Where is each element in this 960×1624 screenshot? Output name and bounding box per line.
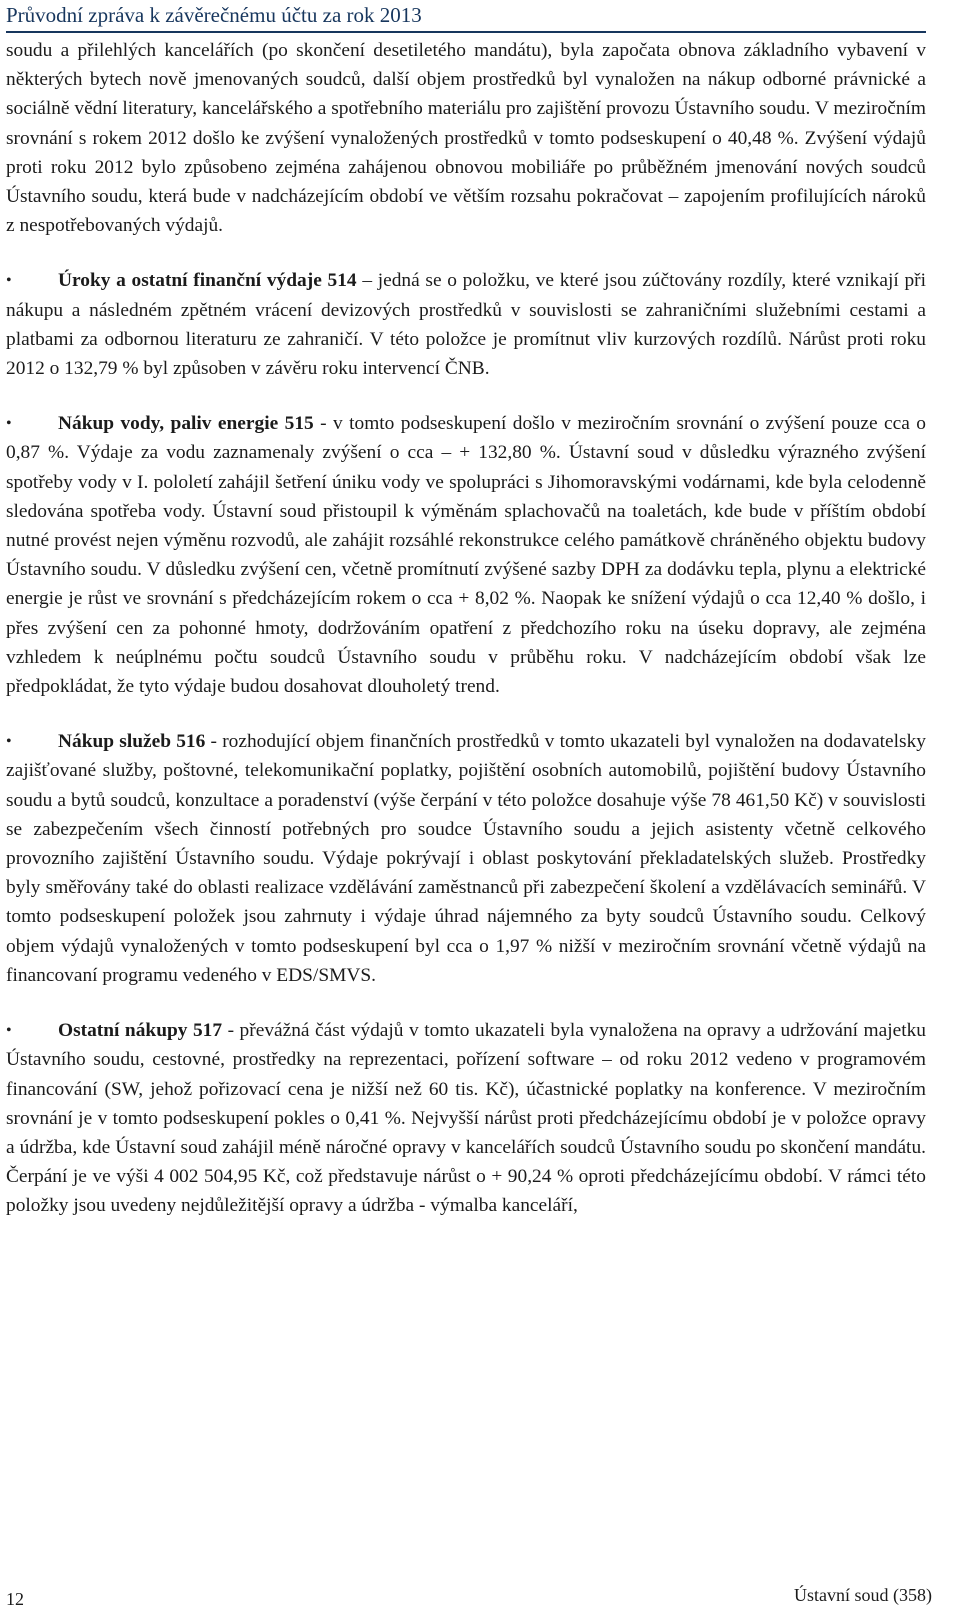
bullet-icon: • xyxy=(6,733,12,751)
intro-paragraph: soudu a přilehlých kancelářích (po skončení desetiletého mandátu), byla započata obnova základního vybavení v některých bytech nově jmenovaných soudců, další objem prostředků byl vynaložen na nákup odborné právnické a sociálně vědní literatury, kancelářského a spotřebního materiálu pro zajištění provozu Ústavního soudu. V meziročním srovnání s rokem 2012 došlo ke zvýšení vynaložených prostředků v tomto podseskupení o 40,48 %. Zvýšení výdajů proti roku 2012 bylo způsobeno zejména zahájenou obnovou mobiliáře po průběžném jmenování nových soudců Ústavního soudu, která bude v nadcházejícím období ve větším rozsahu pokračovat – zapojením profilujících nároků z nespotřebovaných výdajů. xyxy=(6,40,926,237)
page-header: Průvodní zpráva k závěrečnému účtu za rok 2013 xyxy=(6,2,926,33)
section-text: - rozhodující objem finančních prostředků v tomto ukazateli byl vynaložen na dodavatelsky zajišťované služby, poštovné, telekomunikační poplatky, pojištění osobních automobilů, pojištění budovy Ústavního soudu a bytů soudců, konzultace a poradenství (výše čerpání v této položce dosahuje výše 78 461,50 Kč) v souvislosti se zabezpečením všech činností potřebných pro soudce Ústavního soudu a jejich asistenty včetně celkového provozního zajištění Ústavního soudu. Výdaje pokrývají i oblast poskytování překladatelských služeb. Prostředky byly směřovány také do oblasti realizace vzdělávání zaměstnanců při zabezpečení školení a vzdělávacích seminářů. V tomto podseskupení položek jsou zahrnuty i výdaje úhrad nájemného za byty soudců Ústavního soudu. Celkový objem výdajů vynaložených v tomto podseskupení byl cca o 1,97 % nižší v meziročním srovnání včetně výdajů na financovaní programu vedeného v EDS/SMVS. xyxy=(6,731,926,986)
section-516 xyxy=(6,727,926,990)
section-title: Nákup služeb 516 xyxy=(58,731,206,753)
bullet-icon: • xyxy=(6,272,12,290)
section-title: Ostatní nákupy 517 xyxy=(58,1020,223,1042)
bullet-icon: • xyxy=(6,1022,12,1040)
section-text: - v tomto podseskupení došlo v meziročním srovnání o zvýšení pouze cca o 0,87 %. Výdaje za vodu zaznamenaly zvýšení o cca – + 132,80 %. Ústavní soud v důsledku výrazného zvýšení spotřeby vody v I. pololetí zahájil šetření úniku vody ve spolupráci s Jihomoravskými vodárnami, kde byla celodenně sledována spotřeba vody. Ústavní soud přistoupil k výměnám splachovačů na toaletách, kde bude v příštím období nutné provést nejen výměnu rozvodů, ale zahájit rozsáhlé rekonstrukce celého památkově chráněného objektu budovy Ústavního soudu. V důsledku zvýšení cen, včetně promítnutí zvýšené sazby DPH za dodávku tepla, plynu a elektrické energie je růst ve srovnání s předcházejícím rokem o cca + 8,02 %. Naopak ke snížení výdajů o cca 12,40 % došlo, i přes zvýšení cen za pohonné hmoty, dodržováním opatření z předchozího roku na úseku dopravy, ale zejména vzhledem k neúplnému počtu soudců Ústavního soudu v průběhu roku. V nadcházejícím období však lze předpokládat, že tyto výdaje budou dosahovat dlouholetý trend. xyxy=(6,413,926,698)
document-body xyxy=(6,36,926,1221)
section-515 xyxy=(6,409,926,701)
section-514 xyxy=(6,266,926,383)
section-paragraph xyxy=(6,727,926,990)
section-title: Úroky a ostatní finanční výdaje 514 xyxy=(58,270,357,292)
section-paragraph xyxy=(6,1016,926,1220)
page-number: 12 xyxy=(6,1589,24,1609)
bullet-icon: • xyxy=(6,415,12,433)
section-text: - převážná část výdajů v tomto ukazateli byla vynaložena na opravy a udržování majetku Ústavního soudu, cestovné, prostředky na reprezentaci, pořízení software – od roku 2012 vedeno v programovém financování (SW, jehož pořizovací cena je nižší než 60 tis. Kč), účastnické poplatky na konference. V meziročním srovnání je v tomto podseskupení pokles o 0,41 %. Nejvyšší nárůst proti předcházejícímu období je v položce opravy a údržba, kde Ústavní soud zahájil méně náročné opravy v kancelářích soudců Ústavního soudu po skončení mandátu. Čerpání je ve výši 4 002 504,95 Kč, což představuje nárůst o + 90,24 % oproti předcházejícímu období. V rámci této položky jsou uvedeny nejdůležitější opravy a údržba - výmalba kanceláří, xyxy=(6,1020,927,1217)
section-text: – jedná se o položku, ve které jsou zúčtovány rozdíly, které vznikají při nákupu a následném zpětném vrácení devizových prostředků v souvislosti se zahraničními služebními cestami a platbami za odbornou literaturu ze zahraničí. V této položce je promítnut vliv kurzových rozdílů. Nárůst proti roku 2012 o 132,79 % byl způsoben v závěru roku intervencí ČNB. xyxy=(6,270,927,380)
section-paragraph xyxy=(6,266,926,383)
section-title: Nákup vody, paliv energie 515 xyxy=(58,413,314,435)
footer-label: Ústavní soud (358) xyxy=(794,1585,932,1605)
section-517 xyxy=(6,1016,926,1220)
section-paragraph xyxy=(6,409,926,701)
